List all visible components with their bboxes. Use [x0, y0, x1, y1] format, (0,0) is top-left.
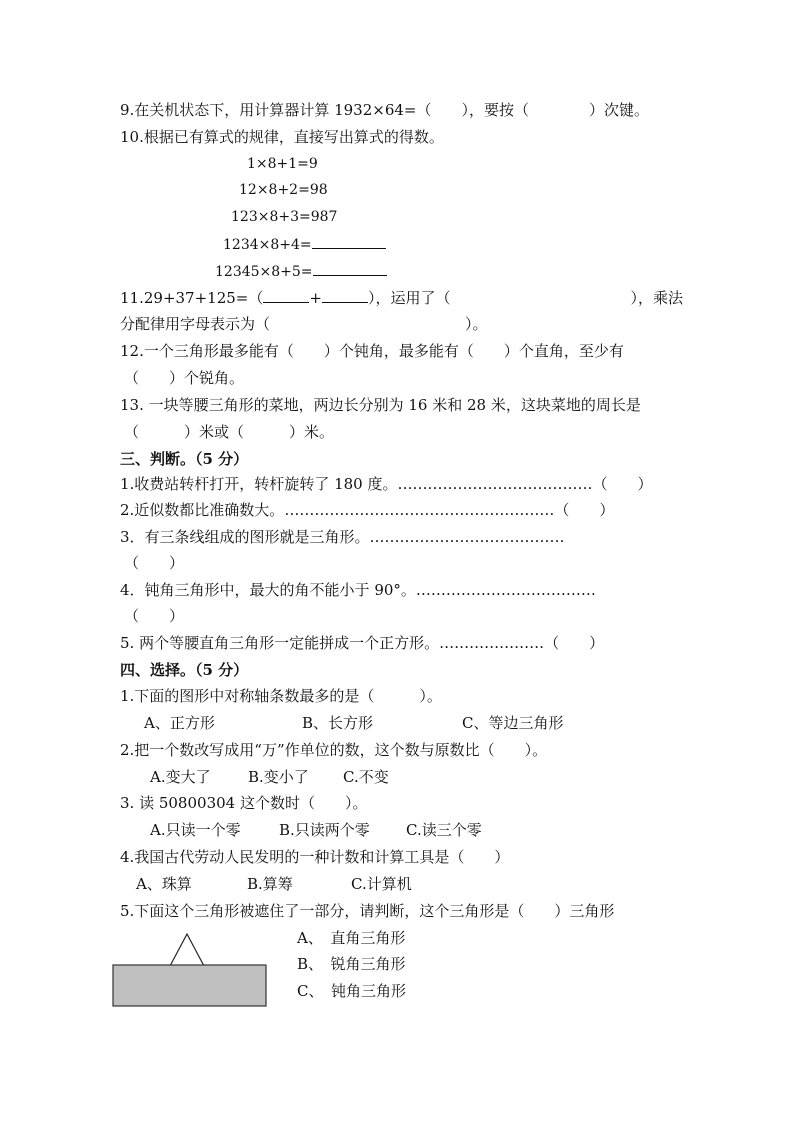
choice-1-option-b: B、长方形: [302, 714, 374, 732]
pattern-equation-1: 1×8+1=9: [247, 156, 318, 172]
answer-blank[interactable]: [322, 288, 368, 303]
choice-3-option-a: A.只读一个零: [150, 821, 241, 839]
answer-blank[interactable]: [263, 288, 309, 303]
pattern-equation-5: [215, 261, 387, 281]
choice-3-option-c: C.读三个零: [406, 821, 482, 839]
choice-5: 5.下面这个三角形被遮住了一部分，请判断，这个三角形是（ ）三角形: [120, 902, 615, 920]
answer-blank[interactable]: [312, 234, 386, 249]
choice-5-option-c: C、 钝角三角形: [297, 982, 406, 1000]
question-10: 10.根据已有算式的规律，直接写出算式的得数。: [120, 128, 444, 146]
choice-3-option-b: B.只读两个零: [279, 821, 370, 839]
cover-rectangle: [113, 965, 266, 1006]
judge-2: 2.近似数都比准确数大。………………………………………………（ ）: [120, 501, 615, 519]
pattern-equation-3: 123×8+3=987: [231, 209, 338, 225]
question-12-line-1: 12.一个三角形最多能有（ ）个钝角，最多能有（ ）个直角，至少有: [120, 342, 624, 360]
choice-4-option-c: C.计算机: [351, 875, 412, 893]
question-11-line-2: 分配律用字母表示为（ ）。: [120, 315, 488, 333]
section-4-title: 四、选择。（5 分）: [120, 661, 249, 679]
choice-4: 4.我国古代劳动人民发明的一种计数和计算工具是（ ）: [120, 848, 510, 866]
choice-2-option-b: B.变小了: [248, 768, 309, 786]
choice-4-option-a: A、珠算: [136, 875, 192, 893]
pattern-equation-5-text: 12345×8+5=: [215, 264, 313, 280]
choice-1-option-c: C、等边三角形: [462, 714, 564, 732]
question-11-line-1: [120, 288, 683, 307]
choice-3: 3. 读 50800304 这个数时（ ）。: [120, 794, 368, 812]
question-9: 9.在关机状态下，用计算器计算 1932×64=（ ），要按（ ）次键。: [120, 101, 649, 119]
question-12-line-2: （ ）个锐角。: [124, 369, 245, 387]
plus-sign: +: [309, 289, 322, 307]
judge-3-line-1: 3．有三条线组成的图形就是三角形。…………………………………: [120, 528, 565, 546]
choice-4-option-b: B.算筹: [247, 875, 293, 893]
judge-1: 1.收费站转杆打开，转杆旋转了 180 度。…………………………………（ ）: [120, 475, 653, 493]
covered-triangle-figure: [112, 932, 268, 1008]
section-3-title: 三、判断。（5 分）: [120, 450, 249, 468]
question-11-prefix: 11.29+37+125=（: [120, 289, 264, 307]
choice-2-option-a: A.变大了: [150, 768, 211, 786]
judge-4-line-2: （ ）: [124, 607, 185, 625]
choice-2: 2.把一个数改写成用“万”作单位的数，这个数与原数比（ ）。: [120, 741, 548, 759]
choice-2-option-c: C.不变: [343, 768, 389, 786]
judge-3-line-2: （ ）: [124, 554, 185, 572]
choice-1: 1.下面的图形中对称轴条数最多的是（ ）。: [120, 687, 442, 705]
pattern-equation-4: [223, 234, 386, 254]
answer-blank[interactable]: [313, 261, 387, 276]
question-13-line-1: 13. 一块等腰三角形的菜地，两边长分别为 16 米和 28 米，这块菜地的周长是: [120, 396, 641, 414]
triangle-apex: [170, 934, 204, 966]
choice-1-option-a: A、正方形: [144, 714, 215, 732]
judge-4-line-1: 4．钝角三角形中，最大的角不能小于 90°。………………………………: [120, 581, 596, 599]
judge-5: 5. 两个等腰直角三角形一定能拼成一个正方形。…………………（ ）: [120, 634, 605, 652]
choice-5-option-b: B、 锐角三角形: [297, 955, 406, 973]
choice-5-option-a: A、 直角三角形: [297, 929, 406, 947]
pattern-equation-4-text: 1234×8+4=: [223, 237, 312, 253]
question-13-line-2: （ ）米或（ ）米。: [124, 423, 335, 441]
question-11-suffix: ），运用了（ ），乘法: [367, 289, 683, 307]
pattern-equation-2: 12×8+2=98: [239, 182, 328, 198]
